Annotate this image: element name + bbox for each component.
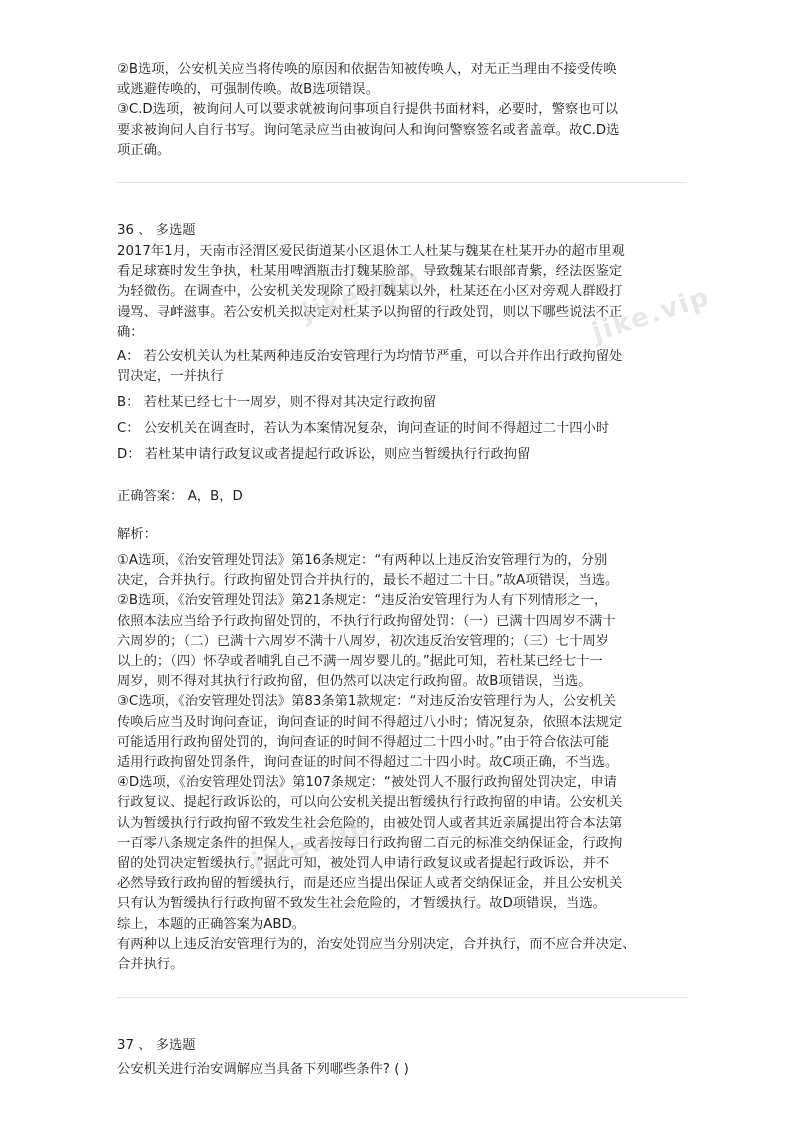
analysis-line: 项正确。 bbox=[117, 142, 171, 158]
question-header: 36 、 多选题 bbox=[117, 223, 196, 238]
analysis-line: 行政复议、提起行政诉讼的，可以向公安机关提出暂缓执行行政拘留的申请。公安机关 bbox=[117, 795, 623, 811]
analysis-line: 适用行政拘留处罚条件，询问查证的时间不得超过二十四小时。故C项正确，不当选。 bbox=[117, 755, 619, 771]
analysis-line: 有两种以上违反治安管理行为的，治安处罚应当分别决定，合并执行，而不应合并决定、 bbox=[117, 936, 636, 952]
option-d: D： 若杜某申请行政复议或者提起行政诉讼，则应当暂缓执行行政拘留 bbox=[117, 447, 531, 463]
correct-answer: 正确答案： A，B，D bbox=[117, 489, 243, 505]
question-stem bbox=[117, 242, 687, 343]
analysis-line: 只有认为暂缓执行行政拘留不致发生社会危险的，才暂缓执行。故D项错误，当选。 bbox=[117, 896, 606, 912]
analysis-label: 解析： bbox=[117, 527, 157, 543]
analysis-line: ④D选项，《治安管理处罚法》第107条规定：“被处罚人不服行政拘留处罚决定，申请 bbox=[117, 775, 617, 791]
analysis-line: 可能适用行政拘留处罚的，询问查证的时间不得超过二十四小时。”由于符合依法可能 bbox=[117, 734, 610, 750]
prev-analysis bbox=[117, 60, 687, 162]
analysis-line: 依照本法应当给予行政拘留处罚的，不执行行政拘留处罚：（一）已满十四周岁不满十 bbox=[117, 613, 616, 629]
analysis-line: 合并执行。 bbox=[117, 957, 184, 973]
analysis-line: 六周岁的；（二）已满十六周岁不满十八周岁，初次违反治安管理的；（三）七十周岁 bbox=[117, 633, 609, 649]
analysis-line: 留的处罚决定暂缓执行。”据此可知，被处罚人申请行政复议或者提起行政诉讼，并不 bbox=[117, 856, 610, 872]
analysis-line: 或逃避传唤的，可强制传唤。故B选项错误。 bbox=[117, 82, 379, 98]
stem-line: 看足球赛时发生争执，杜某用啤酒瓶击打魏某脸部，导致魏某右眼部青紫，经法医鉴定 bbox=[117, 264, 623, 280]
analysis-line: 周岁，则不得对其执行行政拘留，但仍然可以决定行政拘留。故B项错误，当选。 bbox=[117, 674, 592, 690]
watermark: jike.vip bbox=[588, 281, 715, 349]
option-c: C： 公安机关在调查时，若认为本案情况复杂，询问查证的时间不得超过二十四小时 bbox=[117, 421, 610, 437]
analysis-line: ①A选项，《治安管理处罚法》第16条规定：“有两种以上违反治安管理行为的，分别 bbox=[117, 553, 608, 569]
option-a-line: 罚决定，一并执行 bbox=[117, 369, 224, 385]
analysis-line: ③C选项，《治安管理处罚法》第83条第1款规定：“对违反治安管理行为人，公安机关 bbox=[117, 694, 616, 710]
stem-line: 确： bbox=[117, 324, 144, 340]
analysis-line: 认为暂缓执行行政拘留不致发生社会危险的，由被处罚人或者其近亲属提出符合本法第 bbox=[117, 815, 623, 831]
document-page bbox=[117, 60, 687, 1080]
question-header: 37 、 多选题 bbox=[117, 1038, 196, 1054]
option-a-line: A： 若公安机关认为杜某两种违反治安管理行为均情节严重，可以合并作出行政拘留处 bbox=[117, 349, 623, 365]
option-a bbox=[117, 347, 687, 387]
question-stem: 公安机关进行治安调解应当具备下列哪些条件? ( ) bbox=[117, 1062, 409, 1078]
analysis-line: ②B选项，《治安管理处罚法》第21条规定：“违反治安管理行为人有下列情形之一， bbox=[117, 593, 608, 609]
analysis-line: ②B选项，公安机关应当将传唤的原因和依据告知被传唤人，对无正当理由不接受传唤 bbox=[117, 62, 617, 77]
analysis-line: ③C.D选项，被询问人可以要求就被询问事项自行提供书面材料，必要时，警察也可以 bbox=[117, 102, 619, 118]
watermark: jike.vip bbox=[298, 261, 425, 329]
question-36 bbox=[117, 221, 687, 975]
analysis-line: 综上，本题的正确答案为ABD。 bbox=[117, 916, 306, 932]
analysis-line: 必然导致行政拘留的暂缓执行，而是还应当提出保证人或者交纳保证金，并且公安机关 bbox=[117, 876, 623, 892]
analysis-line: 要求被询问人自行书写。询问笔录应当由被询问人和询问警察签名或者盖章。故C.D选 bbox=[117, 122, 620, 138]
stem-line: 为轻微伤。在调查中，公安机关发现除了殴打魏某以外，杜某还在小区对旁观人群殴打 bbox=[117, 284, 623, 300]
analysis-line: 以上的；（四）怀孕或者哺乳自己不满一周岁婴儿的。”据此可知，若杜某已经七十一 bbox=[117, 654, 603, 670]
option-b: B： 若杜某已经七十一周岁，则不得对其决定行政拘留 bbox=[117, 395, 437, 411]
watermark: jike.vip bbox=[248, 811, 375, 879]
analysis-line: 一百零八条规定条件的担保人，或者按每日行政拘留二百元的标准交纳保证金，行政拘 bbox=[117, 835, 623, 851]
stem-line: 谩骂、寻衅滋事。若公安机关拟决定对杜某予以拘留的行政处罚，则以下哪些说法不正 bbox=[117, 304, 623, 320]
stem-line: 2017年1月，天南市泾渭区爱民街道某小区退休工人杜某与魏某在杜某开办的超市里观 bbox=[117, 244, 625, 259]
analysis-line: 传唤后应当及时询问查证，询问查证的时间不得超过八小时；情况复杂，依照本法规定 bbox=[117, 714, 623, 730]
analysis-body bbox=[117, 551, 687, 975]
question-37 bbox=[117, 1036, 687, 1080]
analysis-line: 决定，合并执行。行政拘留处罚合并执行的，最长不超过二十日。”故A项错误，当选。 bbox=[117, 573, 619, 589]
